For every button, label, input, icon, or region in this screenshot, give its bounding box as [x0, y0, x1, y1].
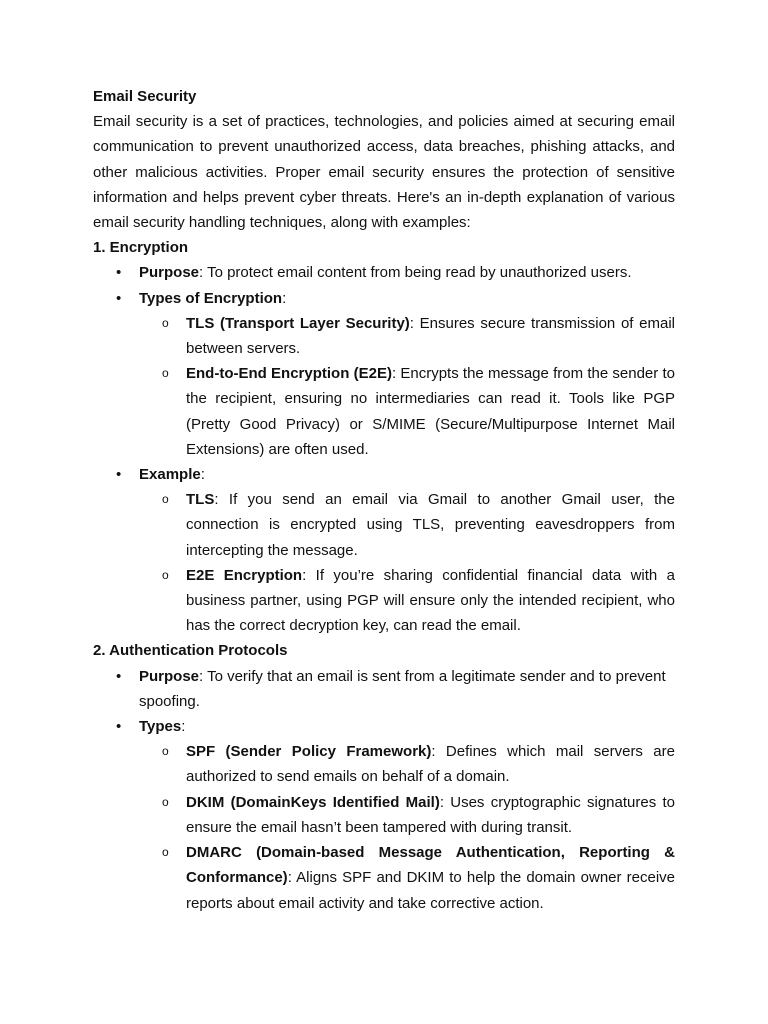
item-label: Types of Encryption	[139, 289, 283, 307]
circle-bullet-icon: o	[162, 567, 169, 582]
item-text: :	[200, 466, 205, 484]
item-text: : If you send an email via Gmail to another Gmail user, the connection is encrypted using TLS, preventing eavesdroppers from intercepting the message.	[186, 491, 675, 559]
document-page	[93, 84, 675, 916]
item-label: End-to-End Encryption (E2E)	[186, 365, 392, 383]
circle-bullet-icon: o	[162, 845, 169, 860]
list-item-purpose	[116, 664, 675, 714]
bullet-icon: •	[116, 718, 122, 736]
list-item-purpose	[116, 260, 675, 285]
item-label: TLS	[186, 491, 215, 509]
item-text: : If you’re sharing confidential financial data with a business partner, using PGP will ensure only the intended recipient, who has the correct decryption key, can read the email.	[186, 566, 675, 635]
item-label: Purpose	[139, 264, 200, 282]
bullet-icon: •	[116, 289, 122, 307]
bullet-icon: •	[116, 264, 122, 282]
item-label: Purpose	[139, 667, 200, 685]
sublist-item-spf	[162, 739, 675, 789]
sublist-item-dkim	[162, 790, 675, 840]
item-text: : Ensures secure transmission of email between servers.	[186, 314, 675, 358]
section-heading-authentication: 2. Authentication Protocols	[93, 642, 288, 660]
item-label: SPF (Sender Policy Framework)	[186, 743, 432, 761]
encryption-examples-sublist	[139, 487, 675, 638]
circle-bullet-icon: o	[162, 794, 169, 809]
circle-bullet-icon: o	[162, 315, 169, 330]
sublist-item-tls	[162, 311, 675, 361]
section-heading-encryption: 1. Encryption	[93, 239, 189, 257]
item-text: : To protect email content from being read by unauthorized users.	[199, 264, 632, 282]
item-text: : Encrypts the message from the sender to the recipient, ensuring no intermediaries can read it. Tools like PGP (Pretty Good Privacy) or S/MIME (Secure/Multipurpose Internet Mail Extensions) are often used.	[186, 365, 676, 458]
encryption-list	[93, 260, 675, 638]
item-label: Types	[139, 718, 182, 736]
item-text: :	[282, 289, 287, 307]
item-label: DMARC (Domain-based Message Authentication, Reporting & Conformance)	[186, 844, 675, 887]
item-label: TLS (Transport Layer Security)	[186, 314, 410, 332]
item-label: E2E Encryption	[186, 566, 303, 584]
bullet-icon: •	[116, 466, 122, 484]
authentication-types-sublist	[139, 739, 675, 915]
bullet-icon: •	[116, 667, 122, 685]
item-text: :	[181, 718, 186, 736]
sublist-item-dmarc	[162, 840, 675, 916]
list-item-types	[116, 714, 675, 916]
intro-paragraph: Email security is a set of practices, technologies, and policies aimed at securing email communication to prevent unauthorized access, data breaches, phishing attacks, and other malicious activities. Proper email security ensures the protection of sensitive information and helps prevent cyber threats. Here's an in-depth explanation of various email security handling techniques, along with examples:	[93, 113, 675, 232]
item-label: Example	[139, 466, 201, 484]
circle-bullet-icon: o	[162, 492, 169, 507]
authentication-list	[93, 664, 675, 916]
item-label: DKIM (DomainKeys Identified Mail)	[186, 793, 440, 811]
encryption-types-sublist	[139, 311, 675, 462]
item-text: : Uses cryptographic signatures to ensure the email hasn’t been tampered with during transit.	[186, 793, 675, 836]
sublist-item-e2e-example	[162, 563, 675, 639]
list-item-example	[116, 462, 675, 638]
sublist-item-tls-example	[162, 487, 675, 563]
list-item-types	[116, 286, 676, 462]
item-text: : To verify that an email is sent from a legitimate sender and to prevent spoofing.	[139, 667, 666, 710]
sublist-item-e2e	[162, 361, 676, 462]
item-text: : Aligns SPF and DKIM to help the domain owner receive reports about email activity and take corrective action.	[186, 869, 675, 912]
document-title: Email Security	[93, 88, 197, 105]
circle-bullet-icon: o	[162, 744, 169, 759]
circle-bullet-icon: o	[162, 366, 169, 381]
item-text: : Defines which mail servers are authorized to send emails on behalf of a domain.	[186, 743, 675, 786]
